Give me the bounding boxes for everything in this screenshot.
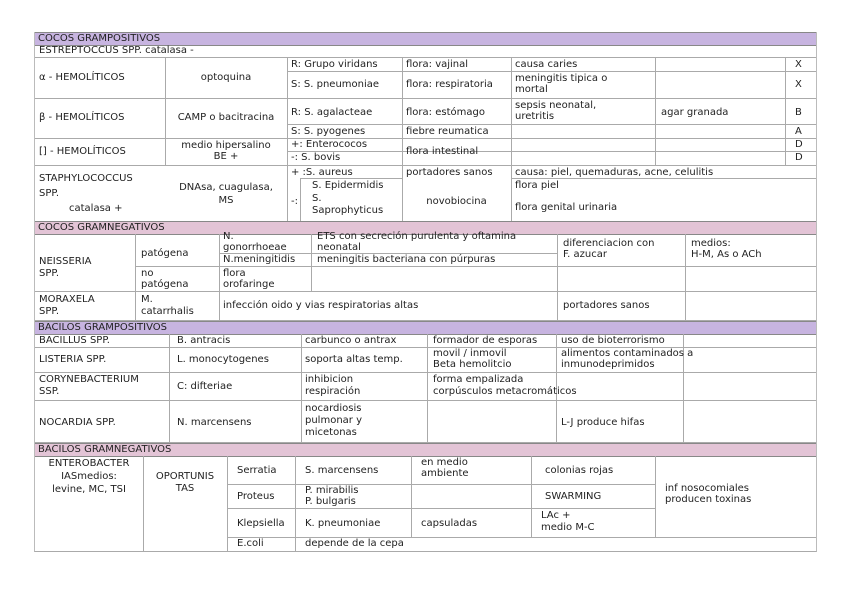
enterobacter-media: IASmedios: <box>61 471 117 482</box>
gamma-r1-group: +: Enterococos <box>291 139 368 150</box>
proteus-species-b: P. bulgaris <box>305 496 356 507</box>
moraxela-sp: M. <box>141 294 153 305</box>
bacillus-c3: uso de bioterrorismo <box>561 335 665 346</box>
staph-r1-cause: causa: piel, quemaduras, acne, celulitis <box>515 167 714 178</box>
coryne-species: C: difteriae <box>177 381 233 392</box>
neisseria-sp1-desc: ETS con secreción purulenta y oftamina <box>317 231 517 242</box>
bacillus-species: B. antracis <box>177 335 231 346</box>
serratia-genus: Serratia <box>237 465 277 476</box>
section-cocos-gramnegativos <box>34 221 817 334</box>
alpha-r2-mark: X <box>795 79 802 90</box>
listeria-c2: movil / inmovil <box>433 348 507 359</box>
neisseria-flora: flora <box>223 268 246 279</box>
serratia-c1: en medio <box>421 457 468 468</box>
serratia-species: S. marcensens <box>305 465 379 476</box>
bacillus-c2: formador de esporas <box>433 335 538 346</box>
staph-test: DNAsa, cuagulasa, <box>179 182 273 193</box>
gamma-r2-mark: D <box>795 152 803 163</box>
proteus-species: P. mirabilis <box>305 485 359 496</box>
nocardia-c1-b: pulmonar y <box>305 415 362 426</box>
gamma-test: medio hipersalino <box>181 140 271 151</box>
staph-novo: novobiocina <box>426 196 487 207</box>
beta-r2-group: S: S. pyogenes <box>291 126 366 137</box>
neisseria-media: medios: <box>691 238 731 249</box>
neisseria-sp2: N.meningitidis <box>223 254 296 265</box>
staph-label: STAPHYLOCOCCUS <box>39 173 133 184</box>
neisseria-sp2-desc: meningitis bacteriana con púrpuras <box>317 254 496 265</box>
enterobacter-label: ENTEROBACTER <box>48 458 130 469</box>
neisseria-label-2: SPP. <box>39 268 60 279</box>
bacillus-c1: carbunco o antrax <box>305 335 397 346</box>
proteus-genus: Proteus <box>237 491 275 502</box>
beta-r1-group: R: S. agalacteae <box>291 107 373 118</box>
alpha-r2-flora: flora: respiratoria <box>406 79 493 90</box>
neisseria-diff: diferenciacion con <box>563 238 655 249</box>
ecoli-genus: E.coli <box>237 538 264 549</box>
alpha-r2-group: S: S. pneumoniae <box>291 79 380 90</box>
enterobacter-media-2: levine, MC, TSI <box>52 484 126 495</box>
enterobacter-note-2: producen toxinas <box>665 494 752 505</box>
alpha-r1-mark: X <box>795 59 802 70</box>
staph-r3-cause: flora genital urinaria <box>515 202 618 213</box>
listeria-c1: soporta altas temp. <box>305 354 403 365</box>
neisseria-sp1-desc-2: neonatal <box>317 242 361 253</box>
nocardia-c1-c: micetonas <box>305 427 357 438</box>
neisseria-flora-2: orofaringe <box>223 279 275 290</box>
staph-r3-group: S. <box>312 193 322 204</box>
alpha-r2-cause: meningitis tipica o <box>515 73 608 84</box>
gamma-label: [] - HEMOLÍTICOS <box>39 146 126 157</box>
neisseria-media-2: H-M, As o ACh <box>691 249 762 260</box>
alpha-r1-group: R: Grupo viridans <box>291 59 378 70</box>
coryne-c1-b: respiración <box>305 386 361 397</box>
section-header: COCOS GRAMNEGATIVOS <box>35 221 816 235</box>
coryne-genus-b: SSP. <box>39 386 60 397</box>
beta-r1-mark: B <box>795 107 802 118</box>
serratia-c2: colonias rojas <box>545 465 614 476</box>
klepsiella-c1: capsuladas <box>421 518 478 529</box>
neisseria-sp1-b: gonorrhoeae <box>223 242 287 253</box>
klepsiella-c2-b: medio M-C <box>541 522 595 533</box>
alpha-r2-cause-2: mortal <box>515 84 548 95</box>
gamma-test-2: BE + <box>213 151 239 162</box>
ecoli-species: depende de la cepa <box>305 538 404 549</box>
section-header: BACILOS GRAMPOSITIVOS <box>35 321 816 335</box>
staph-r3-group-2: Saprophyticus <box>312 205 384 216</box>
beta-r1-cause: sepsis neonatal, <box>515 100 597 111</box>
neisseria-sp1: N. <box>223 231 234 242</box>
klepsiella-genus: Klepsiella <box>237 518 285 529</box>
listeria-c3: alimentos contaminados a <box>561 348 694 359</box>
listeria-c3-b: inmunodeprimidos <box>561 359 655 370</box>
beta-r1-flora: flora: estómago <box>406 107 485 118</box>
beta-r2-mark: A <box>795 126 802 137</box>
alpha-test: optoquina <box>200 72 252 83</box>
section-bacilos-gramnegativos <box>34 443 817 552</box>
listeria-species: L. monocytogenes <box>177 354 269 365</box>
staph-label-2: SPP. <box>39 188 60 199</box>
staph-r2-cause: flora piel <box>515 180 559 191</box>
coryne-genus: CORYNEBACTERIUM <box>39 374 139 385</box>
subheader: ESTREPTOCCUS SPP. catalasa - <box>39 45 194 56</box>
enterobacter-note: inf nosocomiales <box>665 483 750 494</box>
staph-label-3: catalasa + <box>69 203 123 214</box>
nocardia-c3: L-J produce hifas <box>561 417 645 428</box>
moraxela-desc: infección oido y vias respiratorias altas <box>223 300 419 311</box>
gamma-flora: flora intestinal <box>406 146 479 157</box>
serratia-c1-b: ambiente <box>421 468 469 479</box>
beta-r2-flora: fiebre reumatica <box>406 126 489 137</box>
staph-neg: -: <box>291 196 298 207</box>
moraxela-carrier: portadores sanos <box>563 300 650 311</box>
section-cocos-grampositivos <box>34 32 817 221</box>
neisseria-nopat: no <box>141 268 154 279</box>
beta-r1-medium: agar granada <box>661 107 729 118</box>
staph-r1-group: + :S. aureus <box>291 167 353 178</box>
listeria-c2-b: Beta hemolitcio <box>433 359 512 370</box>
alpha-r1-flora: flora: vajinal <box>406 59 469 70</box>
moraxela-label-2: SPP. <box>39 306 60 317</box>
moraxela-sp-2: catarrhalis <box>141 306 194 317</box>
neisseria-pat: patógena <box>141 248 189 259</box>
gamma-r1-mark: D <box>795 139 803 150</box>
klepsiella-c2: LAc + <box>541 510 571 521</box>
staph-r2-group: S. Epidermidis <box>312 180 384 191</box>
bacillus-genus: BACILLUS SPP. <box>39 335 110 346</box>
staph-test-2: MS <box>218 195 234 206</box>
section-header: BACILOS GRAMNEGATIVOS <box>35 443 816 457</box>
moraxela-label: MORAXELA <box>39 294 95 305</box>
alpha-r1-cause: causa caries <box>515 59 578 70</box>
neisseria-nopat-2: patógena <box>141 279 189 290</box>
beta-test: CAMP o bacitracina <box>177 112 275 123</box>
staph-r1-flora: portadores sanos <box>406 167 493 178</box>
oportunistas-label-2: TAS <box>175 483 195 494</box>
coryne-c1: inhibicion <box>305 374 354 385</box>
klepsiella-species: K. pneumoniae <box>305 518 381 529</box>
neisseria-label: NEISSERIA <box>39 256 92 267</box>
section-header: COCOS GRAMPOSITIVOS <box>35 32 816 46</box>
nocardia-c1: nocardiosis <box>305 403 362 414</box>
beta-r1-cause-2: uretritis <box>515 111 555 122</box>
nocardia-species: N. marcensens <box>177 417 252 428</box>
coryne-c2: forma empalizada <box>433 374 524 385</box>
alpha-label: α - HEMOLÍTICOS <box>39 72 125 83</box>
notes-sheet <box>34 32 815 552</box>
gamma-r2-group: -: S. bovis <box>291 152 341 163</box>
proteus-c2: SWARMING <box>545 491 602 502</box>
listeria-genus: LISTERIA SPP. <box>39 354 107 365</box>
section-bacilos-grampositivos <box>34 321 817 443</box>
nocardia-genus: NOCARDIA SPP. <box>39 417 116 428</box>
coryne-c2-b: corpúsculos metacromáticos <box>433 386 577 397</box>
oportunistas-label: OPORTUNIS <box>155 471 215 482</box>
neisseria-diff-2: F. azucar <box>563 249 607 260</box>
beta-label: β - HEMOLÍTICOS <box>39 112 125 123</box>
